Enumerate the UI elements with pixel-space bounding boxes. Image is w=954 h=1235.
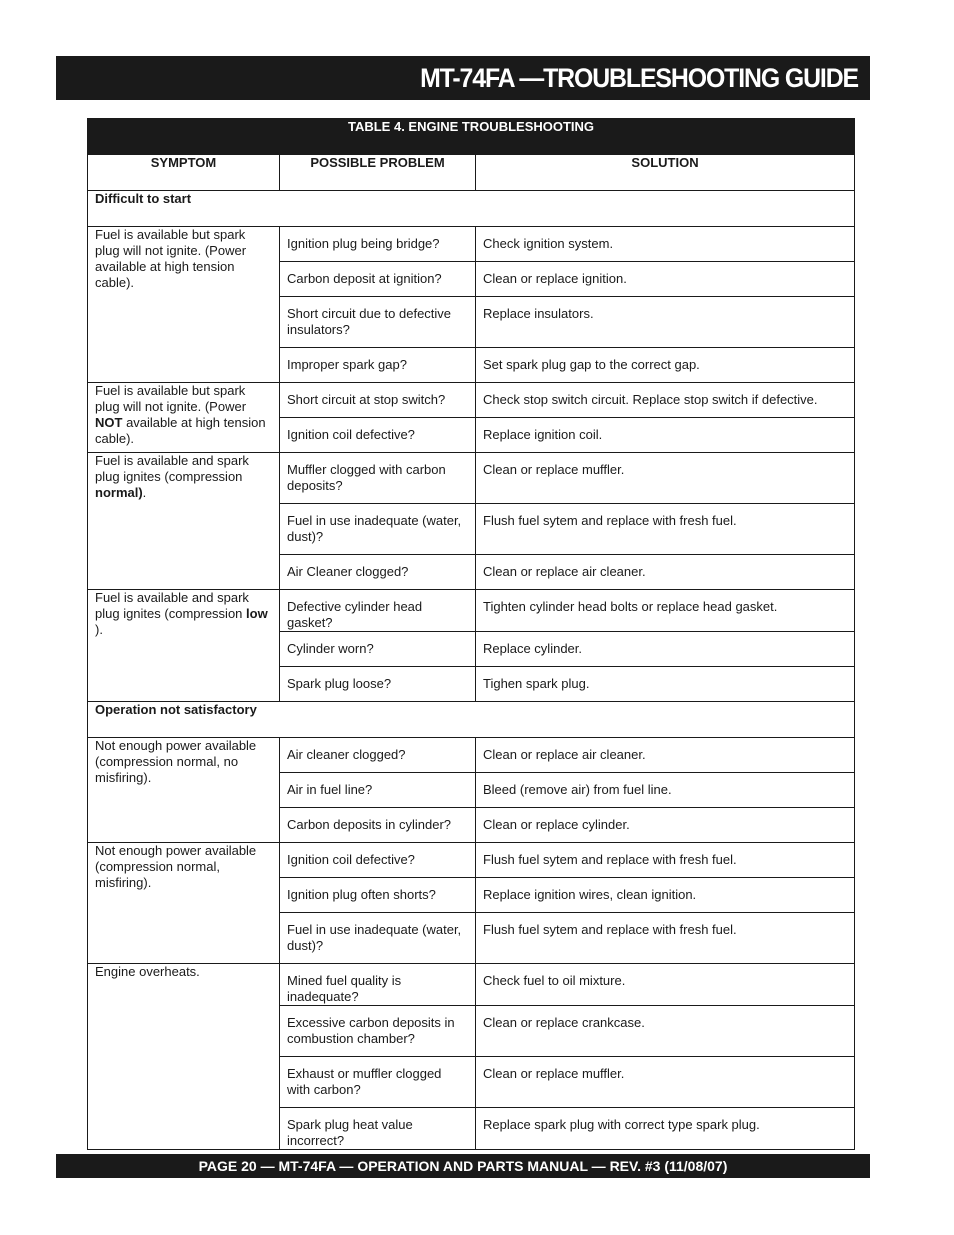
solution-cell: Check stop switch circuit. Replace stop switch if defective. xyxy=(476,383,855,418)
solution-cell: Tighten cylinder head bolts or replace head gasket. xyxy=(476,590,855,632)
solution-cell: Clean or replace cylinder. xyxy=(476,808,855,843)
solution-cell: Replace ignition coil. xyxy=(476,418,855,453)
solution-cell: Clean or replace air cleaner. xyxy=(476,738,855,773)
table-row xyxy=(88,843,855,878)
solution-cell: Clean or replace air cleaner. xyxy=(476,555,855,590)
solution-cell: Replace cylinder. xyxy=(476,632,855,667)
engine-troubleshooting-table xyxy=(87,118,855,1150)
problem-cell: Carbon deposits in cylinder? xyxy=(280,808,476,843)
table-row xyxy=(88,453,855,504)
column-header-possible-problem: POSSIBLE PROBLEM xyxy=(280,155,476,191)
solution-cell: Clean or replace ignition. xyxy=(476,262,855,297)
table-row xyxy=(88,227,855,262)
symptom-cell: Not enough power available (compression normal, no misfiring). xyxy=(88,738,280,843)
solution-cell: Tighen spark plug. xyxy=(476,667,855,702)
solution-cell: Check ignition system. xyxy=(476,227,855,262)
solution-cell: Replace spark plug with correct type spark plug. xyxy=(476,1108,855,1150)
problem-cell: Spark plug heat value incorrect? xyxy=(280,1108,476,1150)
table-row xyxy=(88,964,855,1006)
page-title: MT-74FA —TROUBLESHOOTING GUIDE xyxy=(420,62,858,93)
symptom-cell: Fuel is available but spark plug will not ignite. (Power available at high tension cable). xyxy=(88,227,280,383)
problem-cell: Short circuit due to defective insulators? xyxy=(280,297,476,348)
table-row xyxy=(88,590,855,632)
problem-cell: Carbon deposit at ignition? xyxy=(280,262,476,297)
solution-cell: Flush fuel sytem and replace with fresh fuel. xyxy=(476,843,855,878)
symptom-cell: Fuel is available but spark plug will not ignite. (Power NOT available at high tension cable). xyxy=(88,383,280,453)
problem-cell: Short circuit at stop switch? xyxy=(280,383,476,418)
problem-cell: Fuel in use inadequate (water, dust)? xyxy=(280,913,476,964)
solution-cell: Clean or replace muffler. xyxy=(476,1057,855,1108)
column-header-symptom: SYMPTOM xyxy=(88,155,280,191)
problem-cell: Muffler clogged with carbon deposits? xyxy=(280,453,476,504)
problem-cell: Excessive carbon deposits in combustion chamber? xyxy=(280,1006,476,1057)
solution-cell: Flush fuel sytem and replace with fresh fuel. xyxy=(476,504,855,555)
symptom-cell: Fuel is available and spark plug ignites (compression low ). xyxy=(88,590,280,702)
problem-cell: Fuel in use inadequate (water, dust)? xyxy=(280,504,476,555)
solution-cell: Flush fuel sytem and replace with fresh fuel. xyxy=(476,913,855,964)
solution-cell: Replace ignition wires, clean ignition. xyxy=(476,878,855,913)
solution-cell: Set spark plug gap to the correct gap. xyxy=(476,348,855,383)
problem-cell: Ignition plug often shorts? xyxy=(280,878,476,913)
problem-cell: Air cleaner clogged? xyxy=(280,738,476,773)
solution-cell: Replace insulators. xyxy=(476,297,855,348)
solution-cell: Clean or replace crankcase. xyxy=(476,1006,855,1057)
symptom-cell: Fuel is available and spark plug ignites (compression normal). xyxy=(88,453,280,590)
solution-cell: Clean or replace muffler. xyxy=(476,453,855,504)
footer-text: PAGE 20 — MT-74FA — OPERATION AND PARTS MANUAL — REV. #3 (11/08/07) xyxy=(198,1158,728,1174)
table-row xyxy=(88,738,855,773)
symptom-cell: Not enough power available (compression normal, misfiring). xyxy=(88,843,280,964)
problem-cell: Ignition coil defective? xyxy=(280,418,476,453)
problem-cell: Ignition coil defective? xyxy=(280,843,476,878)
problem-cell: Exhaust or muffler clogged with carbon? xyxy=(280,1057,476,1108)
column-header-solution: SOLUTION xyxy=(476,155,855,191)
page-header xyxy=(56,56,870,100)
page-footer xyxy=(56,1154,870,1178)
solution-cell: Check fuel to oil mixture. xyxy=(476,964,855,1006)
problem-cell: Mined fuel quality is inadequate? xyxy=(280,964,476,1006)
section-title: Operation not satisfactory xyxy=(88,702,855,738)
section-row xyxy=(88,702,855,738)
section-row xyxy=(88,191,855,227)
section-title: Difficult to start xyxy=(88,191,855,227)
problem-cell: Cylinder worn? xyxy=(280,632,476,667)
problem-cell: Improper spark gap? xyxy=(280,348,476,383)
problem-cell: Air Cleaner clogged? xyxy=(280,555,476,590)
table-caption: TABLE 4. ENGINE TROUBLESHOOTING xyxy=(88,119,855,155)
table-row xyxy=(88,383,855,418)
problem-cell: Ignition plug being bridge? xyxy=(280,227,476,262)
problem-cell: Spark plug loose? xyxy=(280,667,476,702)
symptom-cell: Engine overheats. xyxy=(88,964,280,1150)
problem-cell: Air in fuel line? xyxy=(280,773,476,808)
solution-cell: Bleed (remove air) from fuel line. xyxy=(476,773,855,808)
problem-cell: Defective cylinder head gasket? xyxy=(280,590,476,632)
